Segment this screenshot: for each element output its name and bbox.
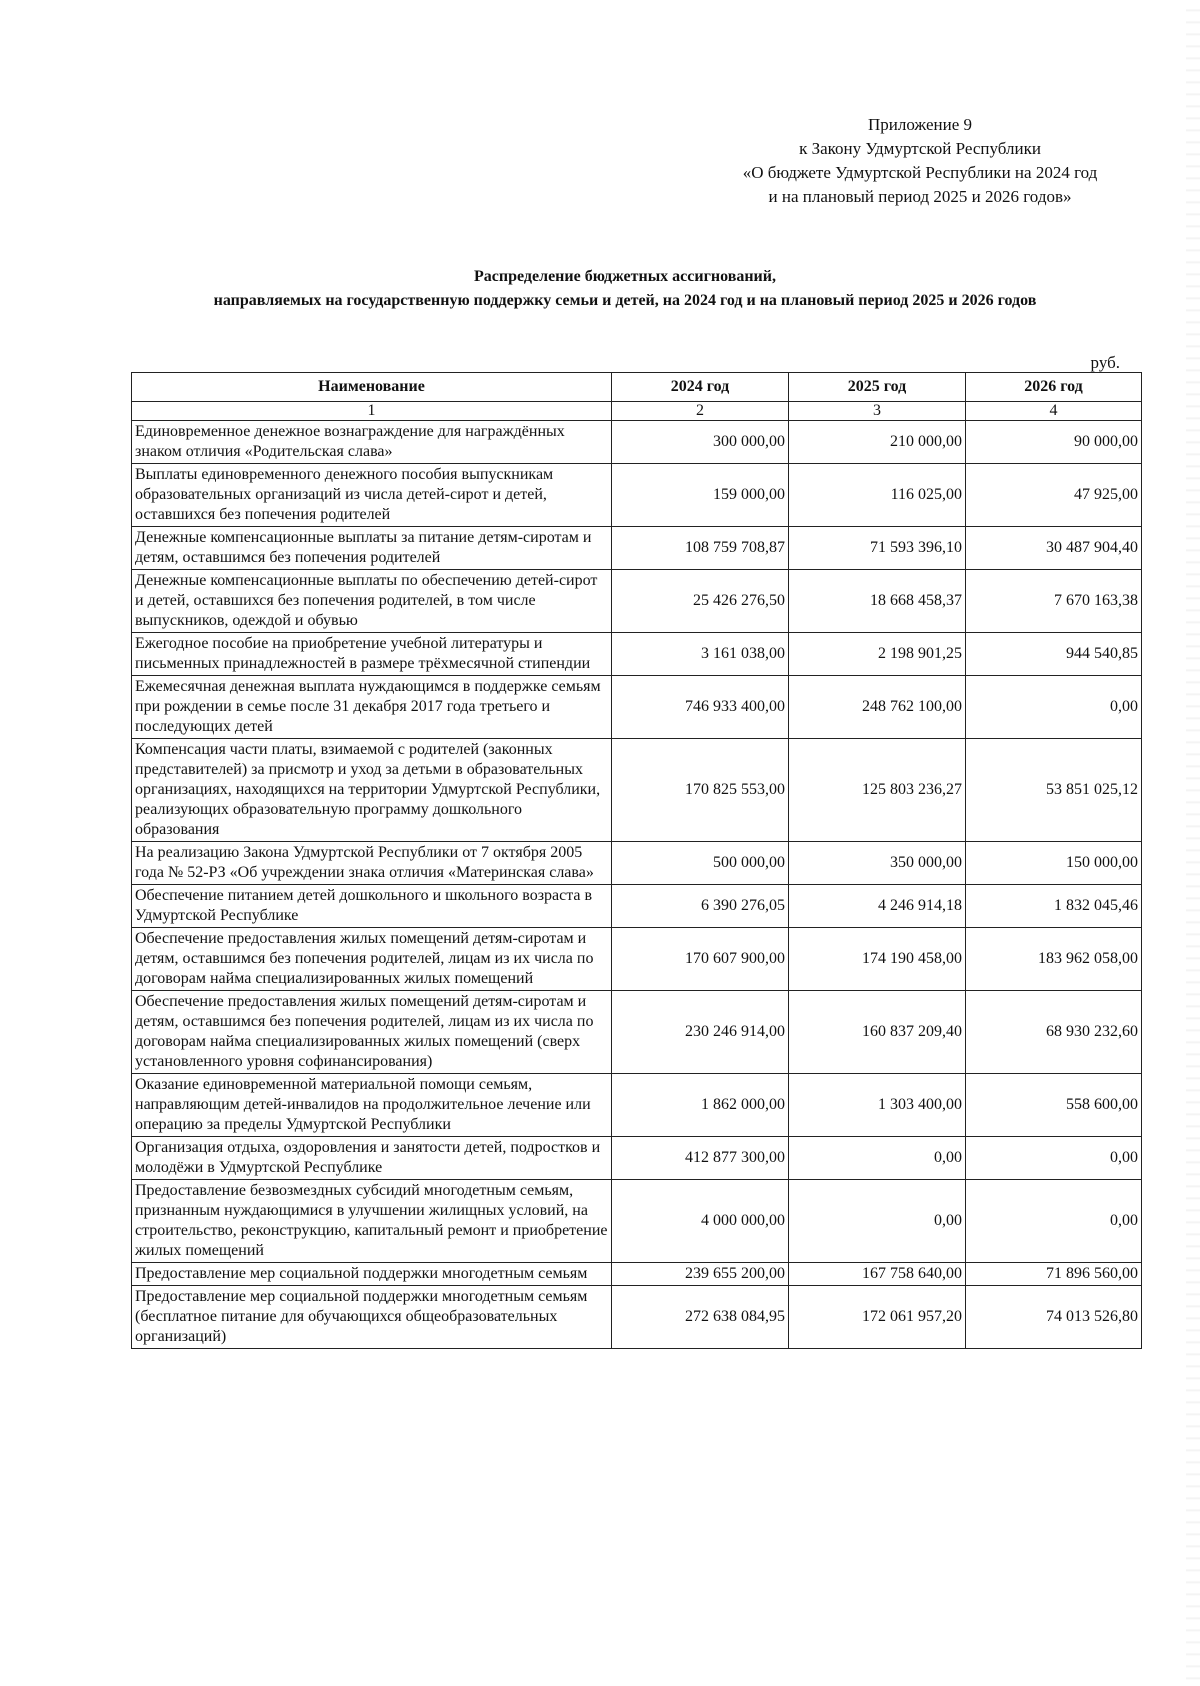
column-number: 4 [966,402,1142,421]
value-2026: 7 670 163,38 [966,570,1142,633]
budget-table [131,372,1142,1349]
value-2024: 170 607 900,00 [612,928,789,991]
column-number: 1 [132,402,612,421]
scan-edge-artifact [1186,0,1200,1686]
row-name: Выплаты единовременного денежного пособия выпускникам образовательных организаций из числа детей-сирот и детей, оставшихся без попечения родителей [132,464,612,527]
appendix-line-4: и на плановый период 2025 и 2026 годов» [768,187,1072,206]
value-2026: 90 000,00 [966,421,1142,464]
column-number: 3 [789,402,966,421]
value-2026: 68 930 232,60 [966,991,1142,1074]
value-2024: 1 862 000,00 [612,1074,789,1137]
table-row [132,842,1142,885]
value-2025: 167 758 640,00 [789,1263,966,1286]
table-row [132,633,1142,676]
currency-unit: руб. [1090,353,1120,372]
header-2025: 2025 год [789,373,966,402]
value-2026: 0,00 [966,676,1142,739]
value-2024: 500 000,00 [612,842,789,885]
value-2025: 0,00 [789,1137,966,1180]
value-2025: 210 000,00 [789,421,966,464]
title-line-2: направляемых на государственную поддержку семьи и детей, на 2024 год и на плановый период 2025 и 2026 годов [213,292,1037,309]
column-number-row [132,402,1142,421]
value-2024: 230 246 914,00 [612,991,789,1074]
table-row [132,991,1142,1074]
row-name: Ежегодное пособие на приобретение учебной литературы и письменных принадлежностей в размере трёхмесячной стипендии [132,633,612,676]
table-row [132,676,1142,739]
row-name: Денежные компенсационные выплаты по обеспечению детей-сирот и детей, оставшихся без попечения родителей, в том числе выпускников, одеждой и обувью [132,570,612,633]
value-2024: 3 161 038,00 [612,633,789,676]
document-title [80,265,1170,313]
row-name: Обеспечение питанием детей дошкольного и школьного возраста в Удмуртской Республике [132,885,612,928]
table-row [132,570,1142,633]
value-2024: 25 426 276,50 [612,570,789,633]
value-2025: 350 000,00 [789,842,966,885]
header-2024: 2024 год [612,373,789,402]
row-name: Обеспечение предоставления жилых помещений детям-сиротам и детям, оставшимся без попечения родителей, лицам из их числа по договорам найма специализированных жилых помещений [132,928,612,991]
value-2026: 944 540,85 [966,633,1142,676]
value-2026: 183 962 058,00 [966,928,1142,991]
table-row [132,1180,1142,1263]
table-row [132,1263,1142,1286]
value-2025: 172 061 957,20 [789,1286,966,1349]
value-2024: 108 759 708,87 [612,527,789,570]
value-2025: 18 668 458,37 [789,570,966,633]
appendix-line-3: «О бюджете Удмуртской Республики на 2024 год [742,163,1098,182]
table-row [132,464,1142,527]
value-2024: 300 000,00 [612,421,789,464]
row-name: Оказание единовременной материальной помощи семьям, направляющим детей-инвалидов на продолжительное лечение или операцию за пределы Удмуртской Республики [132,1074,612,1137]
table-row [132,527,1142,570]
table-row [132,885,1142,928]
value-2024: 272 638 084,95 [612,1286,789,1349]
value-2026: 71 896 560,00 [966,1263,1142,1286]
table-header-row [132,373,1142,402]
value-2024: 159 000,00 [612,464,789,527]
value-2024: 4 000 000,00 [612,1180,789,1263]
value-2024: 746 933 400,00 [612,676,789,739]
value-2025: 116 025,00 [789,464,966,527]
value-2026: 0,00 [966,1137,1142,1180]
title-line-1: Распределение бюджетных ассигнований, [474,268,776,285]
appendix-header [700,113,1140,209]
value-2025: 2 198 901,25 [789,633,966,676]
value-2026: 150 000,00 [966,842,1142,885]
value-2024: 239 655 200,00 [612,1263,789,1286]
row-name: Денежные компенсационные выплаты за питание детям-сиротам и детям, оставшимся без попечения родителей [132,527,612,570]
row-name: Единовременное денежное вознаграждение для награждённых знаком отличия «Родительская слава» [132,421,612,464]
row-name: Компенсация части платы, взимаемой с родителей (законных представителей) за присмотр и уход за детьми в образовательных организациях, находящихся на территории Удмуртской Республики, реализующих образовательную программу дошкольного образования [132,739,612,842]
row-name: Ежемесячная денежная выплата нуждающимся в поддержке семьям при рождении в семье после 31 декабря 2017 года третьего и последующих детей [132,676,612,739]
table-body [132,421,1142,1349]
table-row [132,739,1142,842]
value-2025: 0,00 [789,1180,966,1263]
row-name: Предоставление мер социальной поддержки многодетным семьям (бесплатное питание для обучающихся общеобразовательных организаций) [132,1286,612,1349]
value-2025: 71 593 396,10 [789,527,966,570]
appendix-line-2: к Закону Удмуртской Республики [799,139,1041,158]
row-name: Обеспечение предоставления жилых помещений детям-сиротам и детям, оставшимся без попечения родителей, лицам из их числа по договорам найма специализированных жилых помещений (сверх установленного уровня софинансирования) [132,991,612,1074]
value-2024: 170 825 553,00 [612,739,789,842]
value-2026: 0,00 [966,1180,1142,1263]
value-2025: 174 190 458,00 [789,928,966,991]
value-2025: 160 837 209,40 [789,991,966,1074]
row-name: Организация отдыха, оздоровления и занятости детей, подростков и молодёжи в Удмуртской Республике [132,1137,612,1180]
header-name: Наименование [132,373,612,402]
value-2025: 1 303 400,00 [789,1074,966,1137]
table-row [132,421,1142,464]
value-2024: 412 877 300,00 [612,1137,789,1180]
value-2025: 248 762 100,00 [789,676,966,739]
column-number: 2 [612,402,789,421]
table-row [132,1137,1142,1180]
row-name: Предоставление безвозмездных субсидий многодетным семьям, признанным нуждающимися в улучшении жилищных условий, на строительство, реконструкцию, капитальный ремонт и приобретение жилых помещений [132,1180,612,1263]
value-2026: 47 925,00 [966,464,1142,527]
value-2026: 74 013 526,80 [966,1286,1142,1349]
value-2025: 4 246 914,18 [789,885,966,928]
header-2026: 2026 год [966,373,1142,402]
value-2026: 53 851 025,12 [966,739,1142,842]
value-2026: 1 832 045,46 [966,885,1142,928]
row-name: Предоставление мер социальной поддержки многодетным семьям [132,1263,612,1286]
value-2026: 30 487 904,40 [966,527,1142,570]
value-2026: 558 600,00 [966,1074,1142,1137]
table-row [132,1286,1142,1349]
value-2024: 6 390 276,05 [612,885,789,928]
appendix-line-1: Приложение 9 [868,115,972,134]
value-2025: 125 803 236,27 [789,739,966,842]
table-row [132,928,1142,991]
row-name: На реализацию Закона Удмуртской Республики от 7 октября 2005 года № 52-РЗ «Об учреждении знака отличия «Материнская слава» [132,842,612,885]
table-row [132,1074,1142,1137]
